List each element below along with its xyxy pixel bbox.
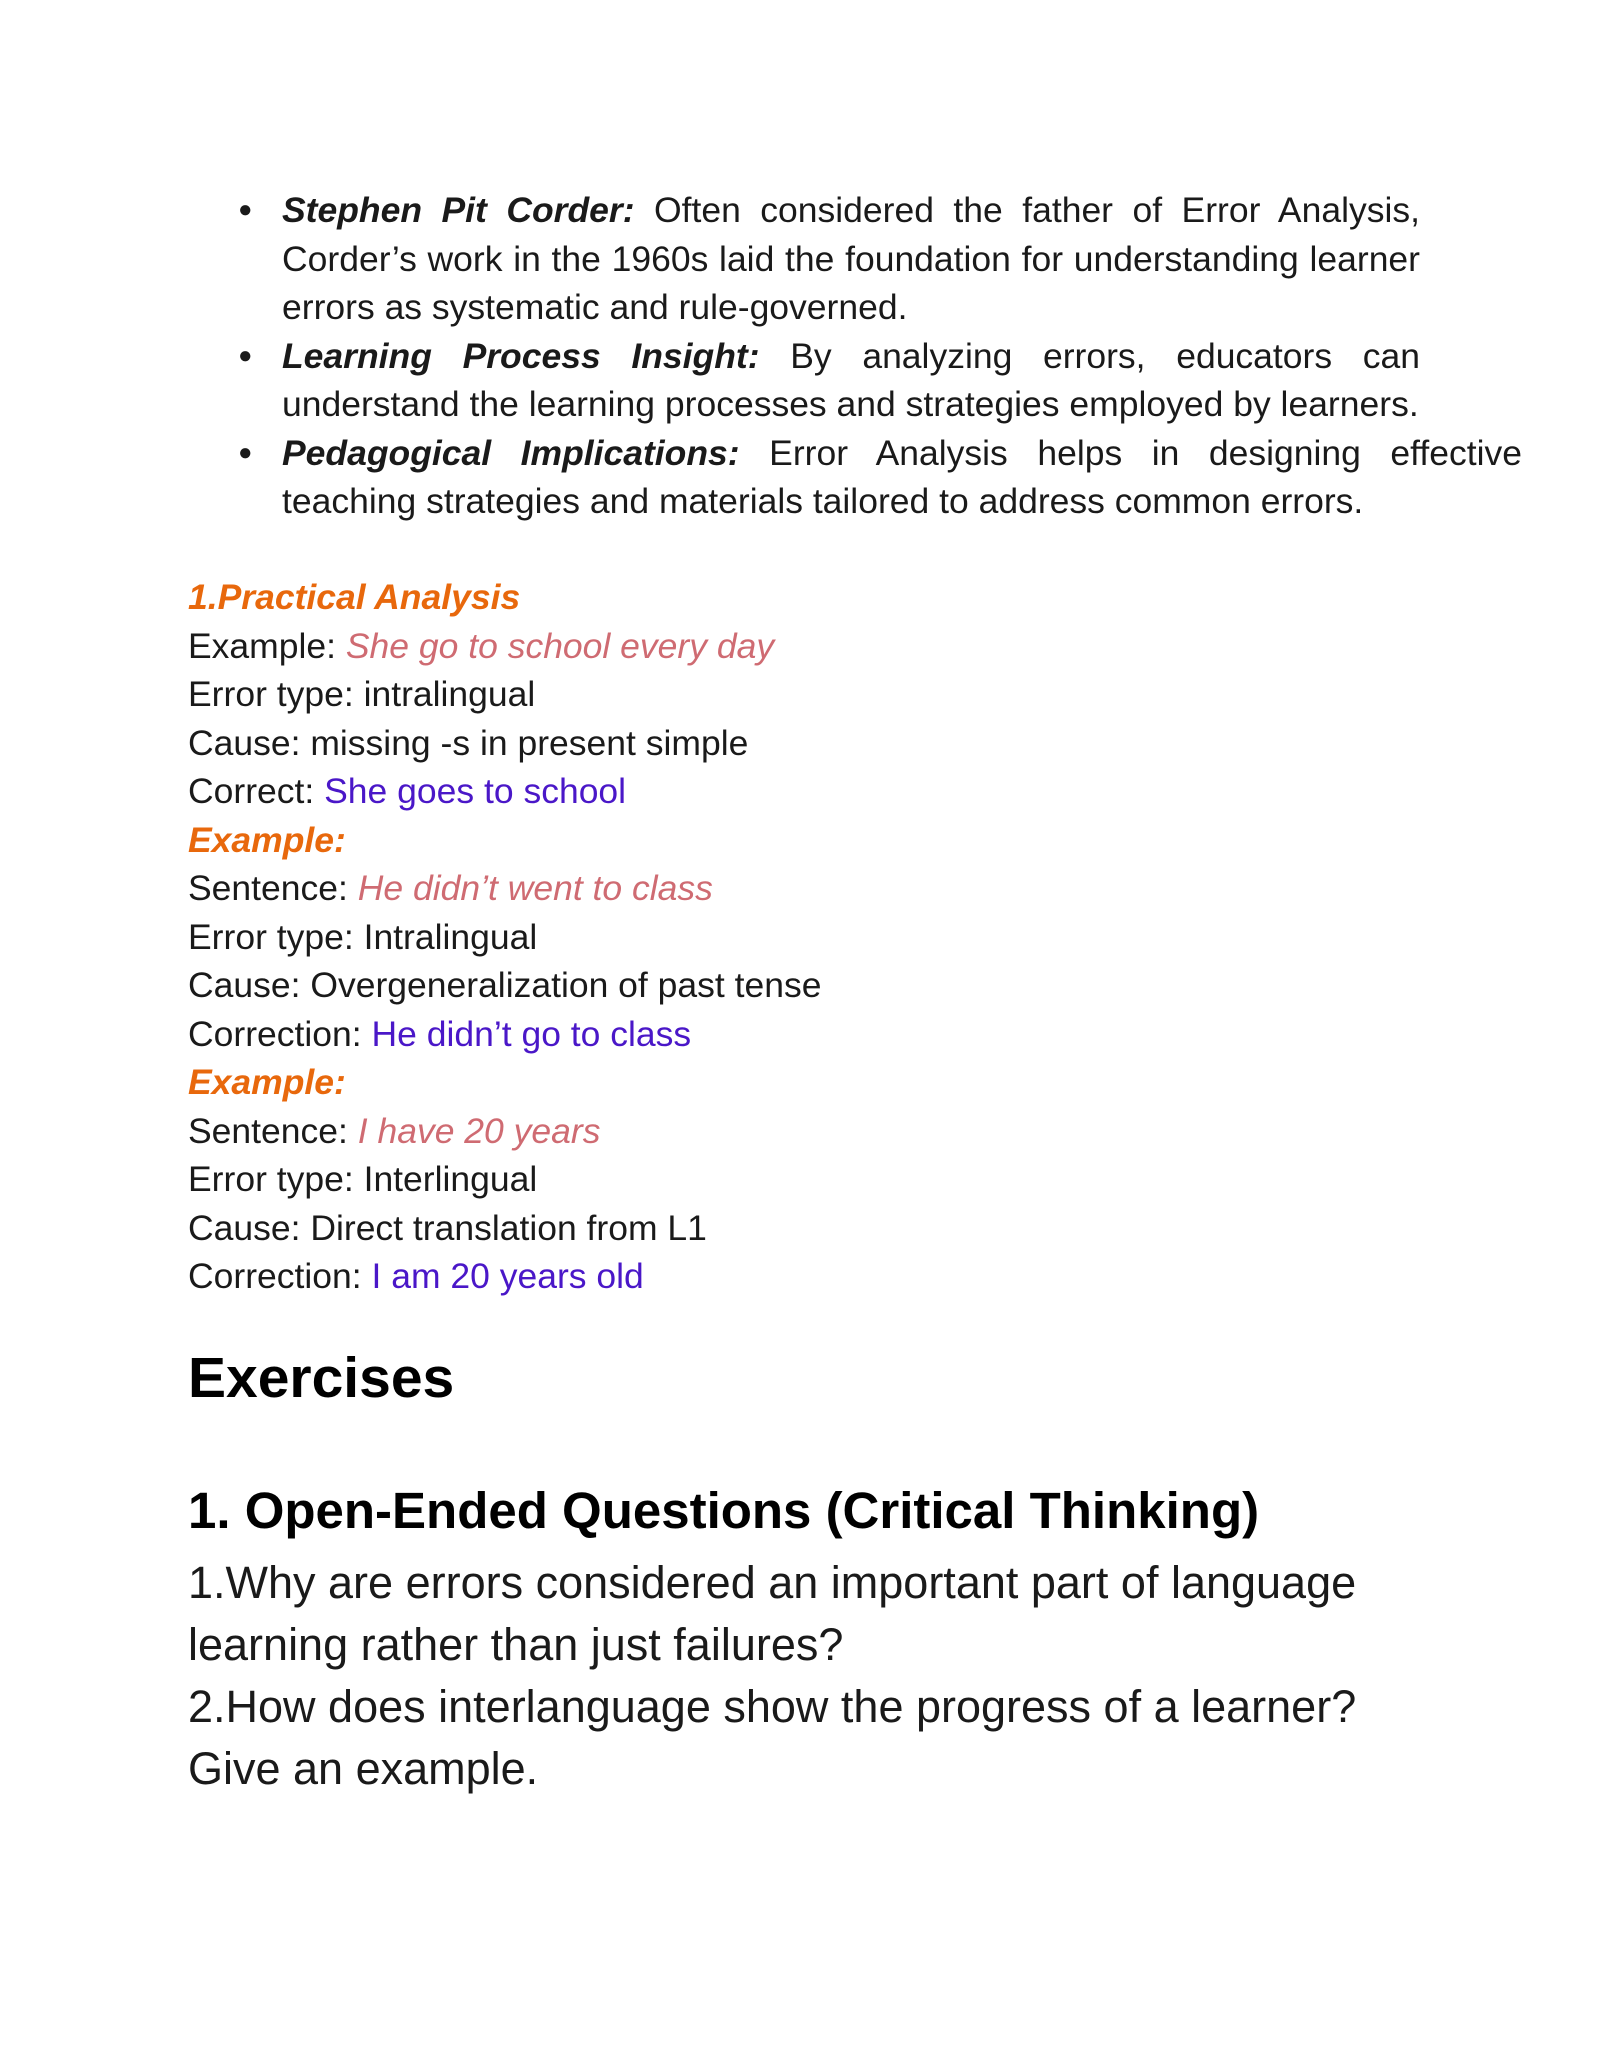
correct-line — [188, 767, 1428, 816]
cause-label: Cause: — [188, 1207, 311, 1248]
bullet-item-corder — [188, 186, 1420, 332]
cause-label: Cause: — [188, 722, 311, 763]
corrected-sentence: I am 20 years old — [371, 1256, 644, 1296]
error-type-value: intralingual — [363, 674, 536, 714]
cause-line — [188, 1204, 1428, 1253]
error-type-label: Error type: — [188, 1159, 364, 1199]
sentence-label: Sentence: — [188, 868, 358, 908]
open-ended-questions-title: 1. Open-Ended Questions (Critical Thinking) — [188, 1482, 1260, 1539]
questions-list — [188, 1552, 1438, 1800]
correction-label: Correction: — [188, 1256, 372, 1296]
bullet-dot-icon: ● — [238, 438, 253, 466]
bullet-text: Error Analysis helps in designing effective teaching strategies and materials tailored to address common errors. — [282, 432, 1522, 521]
correction-line — [188, 1010, 1428, 1059]
bullet-text: By analyzing errors, educators can understand the learning processes and strategies employed by learners. — [282, 335, 1421, 424]
correction-line — [188, 1252, 1428, 1301]
erroneous-sentence: She go to school every day — [345, 625, 775, 666]
error-type-label: Error type: — [188, 674, 364, 714]
question-line: Give an example. — [188, 1743, 539, 1794]
bullet-term: Pedagogical Implications: — [282, 432, 740, 473]
correction-label: Correction: — [188, 1013, 372, 1054]
question-line: 1.Why are errors considered an important part of language — [188, 1557, 1357, 1608]
erroneous-sentence: He didn’t went to class — [357, 868, 713, 908]
corrected-sentence: He didn’t go to class — [371, 1013, 692, 1054]
question-line: learning rather than just failures? — [188, 1619, 844, 1670]
sentence-label: Sentence: — [188, 1110, 358, 1151]
bullet-term: Learning Process Insight: — [282, 335, 760, 376]
error-type-value: Interlingual — [363, 1159, 538, 1199]
error-type-label: Error type: — [188, 916, 364, 957]
exercises-title: Exercises — [188, 1346, 455, 1410]
bullet-dot-icon: ● — [238, 341, 253, 369]
erroneous-sentence: I have 20 years — [357, 1110, 601, 1151]
example-label: Example: — [188, 625, 346, 666]
correct-label: Correct: — [188, 771, 325, 811]
bullet-item-learning-process — [188, 332, 1420, 429]
bullet-term: Stephen Pit Corder: — [282, 190, 635, 230]
sentence-line — [188, 1107, 1428, 1156]
sentence-line — [188, 864, 1428, 913]
example-heading: Example: — [188, 819, 346, 860]
error-type-line — [188, 913, 1428, 962]
example-heading: Example: — [188, 1062, 346, 1102]
corrected-sentence: She goes to school — [324, 771, 627, 811]
bullet-text: Often considered the father of Error Analysis, Corder’s work in the 1960s laid the foundation for understanding learner errors as systematic and rule-governed. — [282, 190, 1420, 327]
practical-analysis-heading: 1.Practical Analysis — [188, 577, 521, 617]
bullet-dot-icon: ● — [238, 196, 253, 223]
error-type-line — [188, 670, 1428, 719]
cause-value: Overgeneralization of past tense — [310, 965, 822, 1005]
question-line: 2.How does interlanguage show the progress of a learner? — [188, 1681, 1357, 1732]
error-type-value: Intralingual — [363, 916, 538, 957]
cause-value: missing -s in present simple — [310, 722, 749, 763]
error-type-line — [188, 1155, 1428, 1204]
practical-analysis-section — [188, 573, 1428, 1301]
example-line — [188, 622, 1428, 671]
cause-line — [188, 961, 1428, 1010]
cause-value: Direct translation from L1 — [310, 1207, 707, 1248]
cause-label: Cause: — [188, 965, 311, 1005]
cause-line — [188, 719, 1428, 768]
key-points-list — [188, 186, 1522, 526]
bullet-item-pedagogical — [188, 429, 1522, 526]
